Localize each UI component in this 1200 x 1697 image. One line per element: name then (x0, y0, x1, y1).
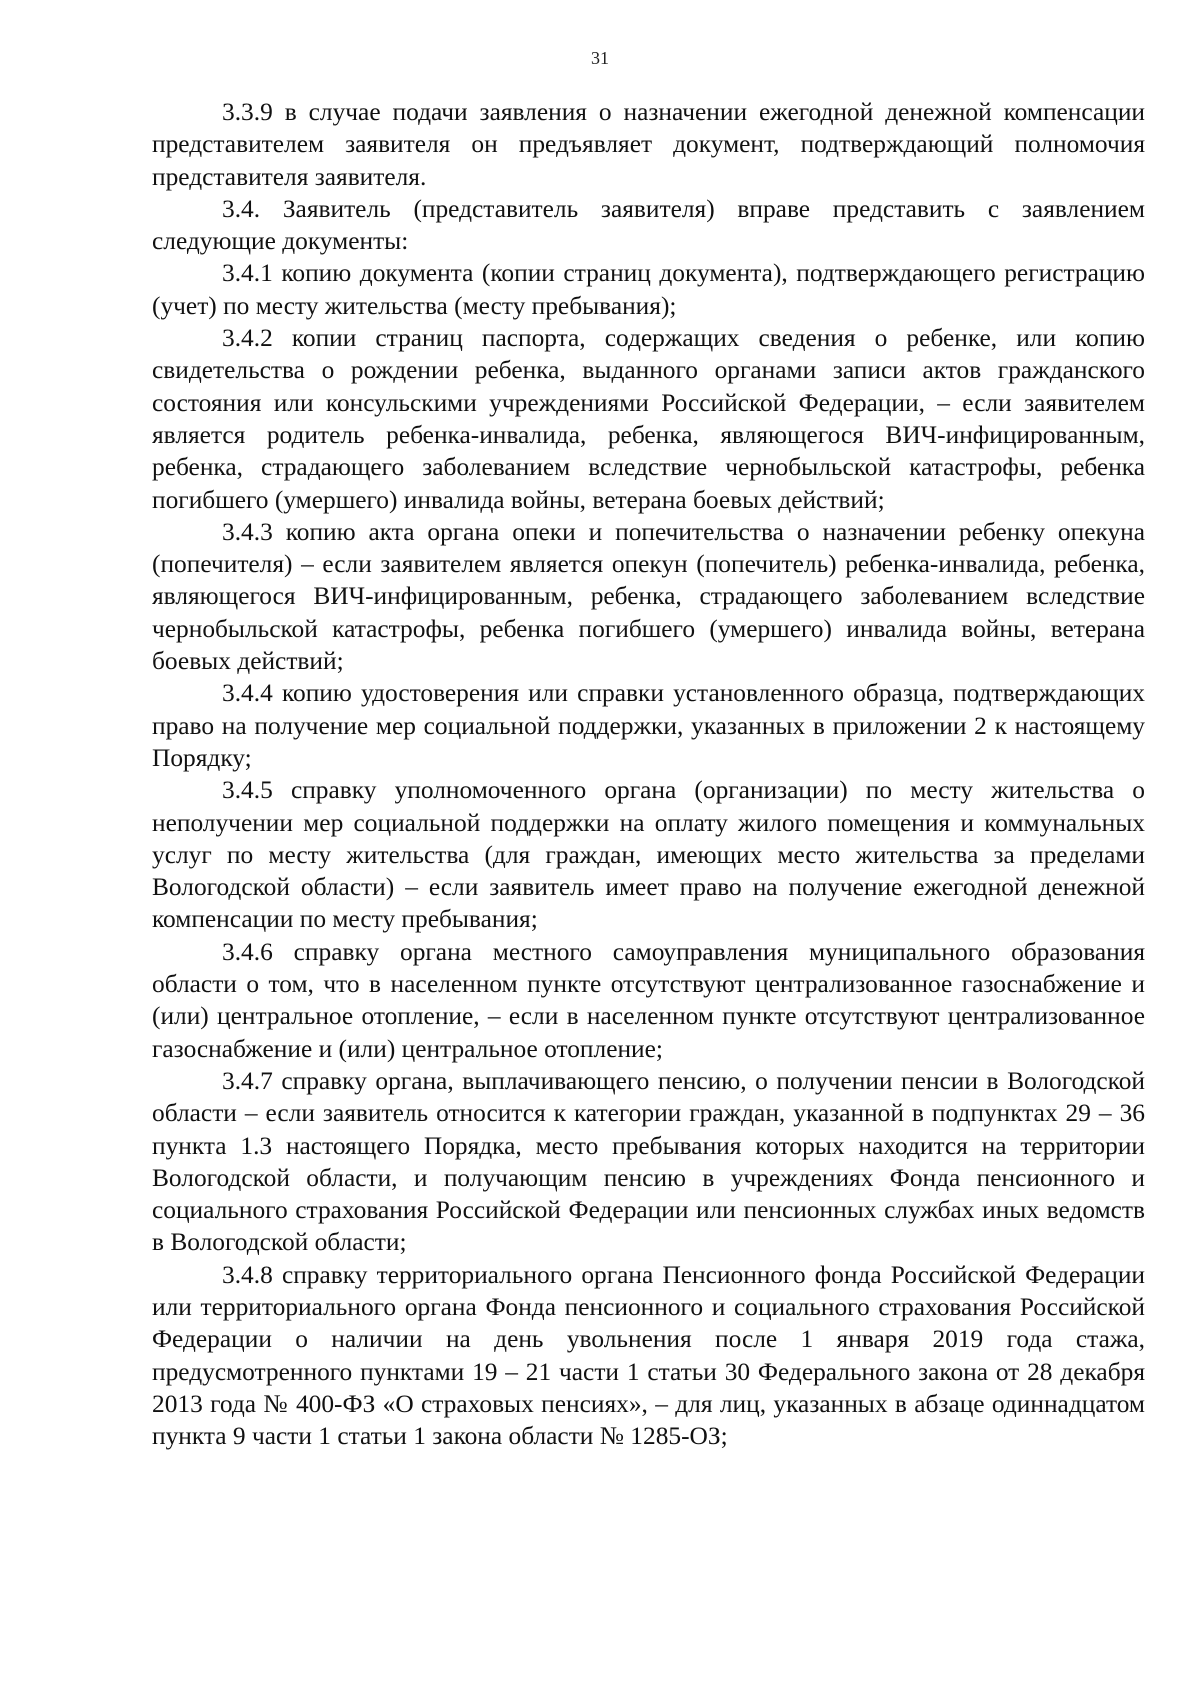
paragraph-3-4-8: 3.4.8 справку территориального органа Пенсионного фонда Российской Федерации или территориального органа Фонда пенсионного и социального страхования Российской Федерации о наличии на день увольнения после 1 января 2019 года стажа, предусмотренного пунктами 19 – 21 части 1 статьи 30 Федерального закона от 28 декабря 2013 года № 400-ФЗ «О страховых пенсиях», – для лиц, указанных в абзаце одиннадцатом пункта 9 части 1 статьи 1 закона области № 1285-ОЗ; (152, 1260, 1145, 1451)
paragraph-3-4-6: 3.4.6 справку органа местного самоуправления муниципального образования области о том, что в населенном пункте отсутствуют централизованное газоснабжение и (или) центральное отопление, – если в населенном пункте отсутствуют централизованное газоснабжение и (или) центральное отопление; (152, 937, 1145, 1063)
paragraph-3-4-2: 3.4.2 копии страниц паспорта, содержащих сведения о ребенке, или копию свидетельства о рождении ребенка, выданного органами записи актов гражданского состояния или консульскими учреждениями Российской Федерации, – если заявителем является родитель ребенка-инвалида, ребенка, являющегося ВИЧ-инфицированным, ребенка, страдающего заболеванием вследствие чернобыльской катастрофы, ребенка погибшего (умершего) инвалида войны, ветерана боевых действий; (152, 324, 1145, 514)
page-number: 31 (591, 48, 609, 68)
paragraph-3-4-5: 3.4.5 справку уполномоченного органа (организации) по месту жительства о неполучении мер социальной поддержки на оплату жилого помещения и коммунальных услуг по месту жительства (для граждан, имеющих место жительства за пределами Вологодской области) – если заявитель имеет право на получение ежегодной денежной компенсации по месту пребывания; (152, 776, 1145, 934)
paragraph-3-4-7: 3.4.7 справку органа, выплачивающего пенсию, о получении пенсии в Вологодской области – если заявитель относится к категории граждан, указанной в подпунктах 29 – 36 пункта 1.3 настоящего Порядка, место пребывания которых находится на территории Вологодской области, и получающим пенсию в учреждениях Фонда пенсионного и социального страхования Российской Федерации или пенсионных службах иных ведомств в Вологодской области; (152, 1066, 1145, 1257)
paragraph-3-3-9: 3.3.9 в случае подачи заявления о назначении ежегодной денежной компенсации представителем заявителя он предъявляет документ, подтверждающий полномочия представителя заявителя. (152, 98, 1145, 191)
paragraph-3-4-1: 3.4.1 копию документа (копии страниц документа), подтверждающего регистрацию (учет) по месту жительства (месту пребывания); (152, 259, 1145, 320)
paragraph-3-4-4: 3.4.4 копию удостоверения или справки установленного образца, подтверждающих право на получение мер социальной поддержки, указанных в приложении 2 к настоящему Порядку; (152, 679, 1145, 772)
paragraph-3-4-3: 3.4.3 копию акта органа опеки и попечительства о назначении ребенку опекуна (попечителя) – если заявителем является опекун (попечитель) ребенка-инвалида, ребенка, являющегося ВИЧ-инфицированным, ребенка, страдающего заболеванием вследствие чернобыльской катастрофы, ребенка погибшего (умершего) инвалида войны, ветерана боевых действий; (152, 517, 1145, 676)
document-body (152, 96, 1145, 1452)
paragraph-3-4: 3.4. Заявитель (представитель заявителя) вправе представить с заявлением следующие документы: (152, 194, 1145, 256)
